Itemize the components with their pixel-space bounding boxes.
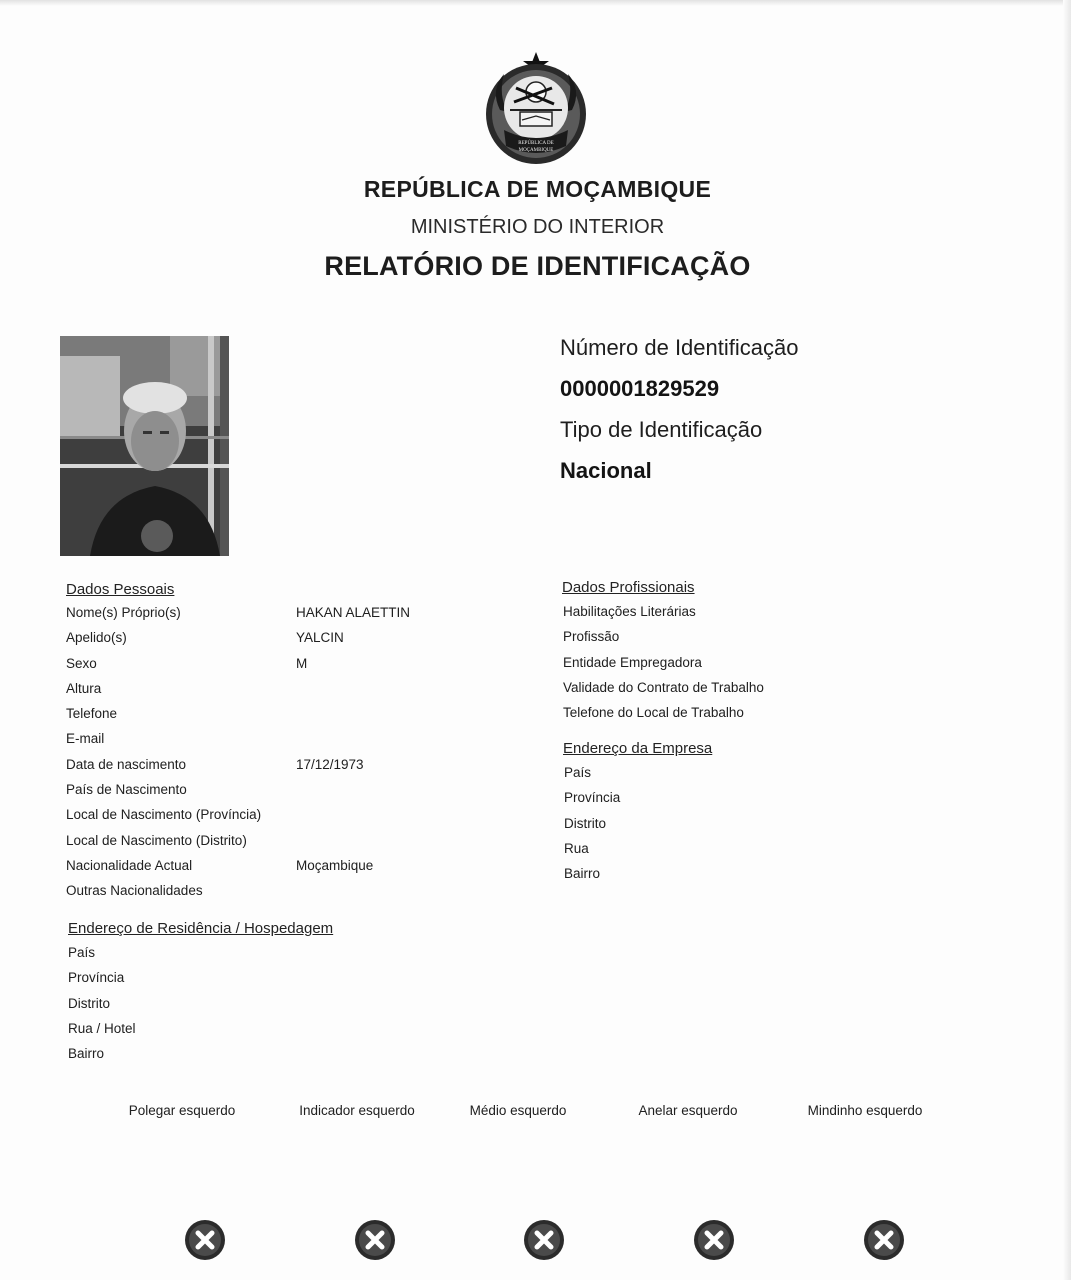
field-value: M [296,655,308,671]
x-circle-icon [184,1219,226,1261]
field-row [66,730,506,755]
field-row [66,655,506,680]
x-circle-icon [863,1219,905,1261]
field-label: Outras Nacionalidades [66,883,203,899]
field-row [66,756,506,781]
residence-section-title: Endereço de Residência / Hospedagem [68,920,334,937]
field-value: 17/12/1973 [296,756,364,772]
field-label: Entidade Empregadora [563,654,702,670]
x-circle-icon [354,1219,396,1261]
field-value: HAKAN ALAETTIN [296,605,411,620]
field-value: Moçambique [296,857,374,873]
field-label: Telefone do Local de Trabalho [563,705,744,721]
field-label: Rua [564,840,589,856]
personal-fields [66,604,506,908]
field-label: País de Nascimento [66,782,187,798]
scan-edge [0,0,1071,6]
field-label: Telefone [66,706,118,722]
field-label: Apelido(s) [66,630,127,646]
residence-fields [68,944,368,1070]
field-label: Validade do Contrato de Trabalho [563,679,764,695]
national-emblem-icon [478,50,594,172]
field-label: Nacionalidade Actual [66,857,193,873]
field-label: Bairro [68,1046,105,1062]
field-label: Rua / Hotel [68,1020,136,1036]
ministry-title: MINISTÉRIO DO INTERIOR [410,216,665,238]
field-label: País [68,945,96,960]
scan-edge [1063,0,1071,1280]
field-row [66,781,506,806]
personal-section-title: Dados Pessoais [66,581,175,598]
professional-fields [563,603,983,729]
field-row [66,604,506,629]
identification-block [560,334,960,498]
field-label: Sexo [66,655,97,671]
x-circle-icon [523,1219,565,1261]
emblem-text: MOÇAMBIQUE [518,148,554,153]
field-label: País [564,765,592,780]
field-label: Altura [66,680,102,696]
field-label: Local de Nascimento (Província) [66,807,262,823]
field-label: Data de nascimento [66,756,187,772]
field-label: Habilitações Literárias [563,604,696,619]
fingerprint-label: Anelar esquerdo [638,1103,738,1118]
fingerprint-label: Indicador esquerdo [299,1103,415,1118]
field-label: Província [564,790,621,806]
company-address-section-title: Endereço da Empresa [563,740,713,757]
id-number-value: 0000001829529 [560,376,720,401]
field-label: Distrito [564,815,607,831]
field-row [66,705,506,730]
professional-section-title: Dados Profissionais [562,579,695,596]
fingerprint-label: Mindinho esquerdo [807,1103,923,1118]
id-photo [60,336,229,556]
field-label: Província [68,970,125,986]
field-label: Distrito [68,995,111,1011]
field-row [66,857,506,882]
field-label: Bairro [564,866,601,882]
company-address-fields [564,764,864,890]
x-circle-icon [693,1219,735,1261]
field-label: Local de Nascimento (Distrito) [66,832,247,848]
field-value: YALCIN [296,630,344,646]
country-title: REPÚBLICA DE MOÇAMBIQUE [363,176,712,202]
fingerprint-label: Polegar esquerdo [128,1103,236,1118]
field-row [66,680,506,705]
id-type-label: Tipo de Identificação [560,417,763,442]
field-label: E-mail [66,731,105,747]
emblem-text: REPÚBLICA DE [518,141,554,146]
field-row [66,629,506,654]
field-label: Nome(s) Próprio(s) [66,605,181,620]
fingerprint-label: Médio esquerdo [469,1103,567,1118]
id-number-label: Número de Identificação [560,335,799,360]
field-row [66,882,506,907]
field-row [66,806,506,831]
field-row [66,832,506,857]
field-label: Profissão [563,629,620,645]
report-title: RELATÓRIO DE IDENTIFICAÇÃO [324,251,751,281]
id-type-value: Nacional [560,458,652,483]
